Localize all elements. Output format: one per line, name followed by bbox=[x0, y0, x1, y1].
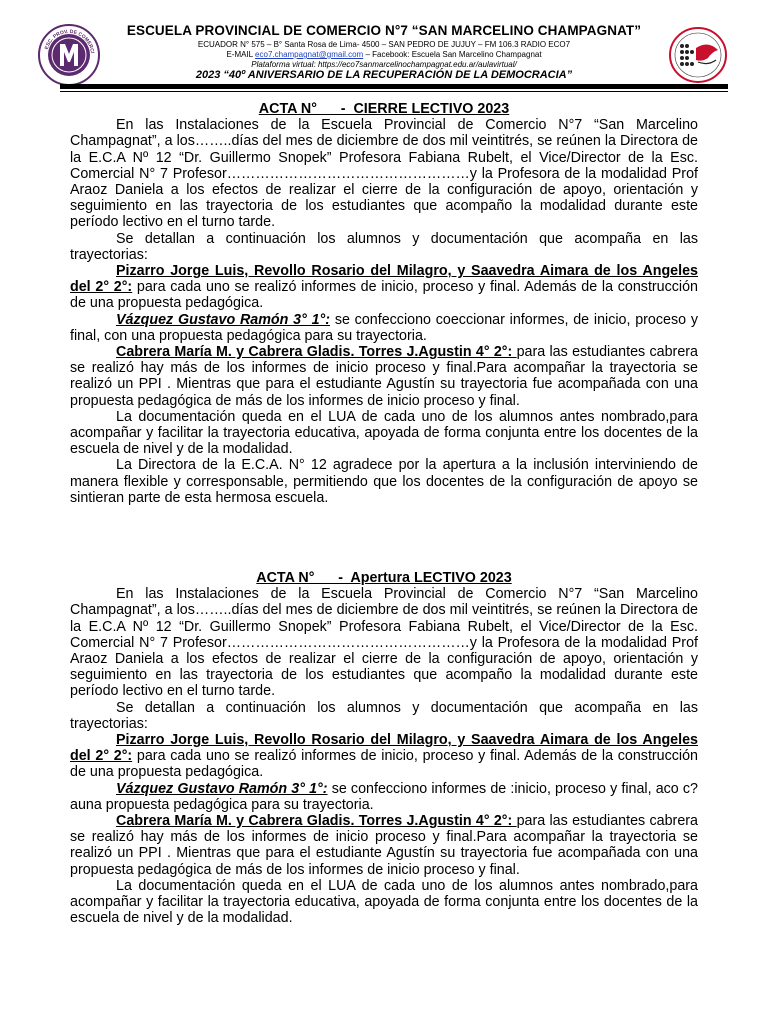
school-seal-logo bbox=[38, 24, 100, 86]
eca-logo bbox=[668, 26, 728, 84]
acta-apertura-title: ACTA N° - Apertura LECTIVO 2023 bbox=[256, 570, 512, 586]
paragraph-meeting: En las Instalaciones de la Escuela Provincial de Comercio N°7 “San Marcelino Champagnat”, a los……..días del mes de diciembre de dos mil veintitrés, se reúnen la Directora de la E.C.A Nº 12 “Dr. Guillermo Snopek” Profesora Fabiana Rubelt, el Vice/Director de la Esc. Comercial N° 7 Profesor……………………………………………y la Profesora de la modalidad Prof Araoz Daniela a los efectos de realizar el cierre de la configuración de apoyo, orientación y seguimiento en las trayectoria de los estudiantes que acompaño la modalidad durante este período lectivo en el turno tarde. bbox=[70, 586, 698, 700]
facebook-text: – Facebook: Escuela San Marcelino Champagnat bbox=[363, 50, 542, 59]
seal-arc-text: ESC. PROV. DE COMERCI bbox=[43, 28, 95, 54]
paragraph-students-2-2 bbox=[70, 263, 698, 312]
paragraph-student-3-1 bbox=[70, 312, 698, 344]
students-2-2-names: Pizarro Jorge Luis, Revollo Rosario del Milagro, y Saavedra Aimara de los Angeles del 2° 2°: bbox=[70, 732, 698, 765]
acta-apertura-section bbox=[70, 570, 698, 926]
student-3-1-name: Vázquez Gustavo Ramón 3° 1°: bbox=[116, 780, 328, 797]
paragraph-documentation: La documentación queda en el LUA de cada uno de los alumnos antes nombrado,para acompañar y facilitar la trayectoria educativa, apoyada de forma conjunta entre los docentes de la escuela de nivel y de la modalidad. bbox=[70, 877, 698, 927]
paragraph-students-4-2 bbox=[70, 344, 698, 409]
school-name: ESCUELA PROVINCIAL DE COMERCIO N°7 “SAN MARCELINO CHAMPAGNAT” bbox=[126, 23, 642, 38]
header-divider-thin bbox=[60, 91, 728, 92]
contact-line bbox=[104, 50, 664, 59]
paragraph-meeting: En las Instalaciones de la Escuela Provincial de Comercio N°7 “San Marcelino Champagnat”, a los……..días del mes de diciembre de dos mil veintitrés, se reúnen la Directora de la E.C.A Nº 12 “Dr. Guillermo Snopek” Profesora Fabiana Rubelt, el Vice/Director de la Esc. Comercial N° 7 Profesor……………………………………………y la Profesora de la modalidad Prof Araoz Daniela a los efectos de realizar el cierre de la configuración de apoyo, orientación y seguimiento en las trayectoria de los estudiantes que acompaño la modalidad durante este período lectivo en el turno tarde. bbox=[70, 117, 698, 231]
email-link[interactable]: eco7.champagnat@gmail.com bbox=[255, 50, 364, 59]
students-4-2-names: Cabrera María M. y Cabrera Gladis. Torres J.Agustin 4° 2°: bbox=[116, 813, 517, 830]
paragraph-thanks: La Directora de la E.C.A. N° 12 agradece por la apertura a la inclusión interviniendo de manera flexible y corresponsable, permitiendo que los docentes de la configuración de apoyo se sintieran parte de esta hermosa escuela. bbox=[70, 457, 698, 506]
virtual-platform: Plataforma virtual: https://eco7sanmarcelinochampagnat.edu.ar/aulavirtual/ bbox=[251, 60, 517, 69]
students-2-2-names: Pizarro Jorge Luis, Revollo Rosario del Milagro, y Saavedra Aimara de los Angeles del 2° 2°: bbox=[70, 263, 698, 296]
paragraph-intro-students: Se detallan a continuación los alumnos y documentación que acompaña en las trayectorias: bbox=[70, 230, 698, 263]
students-2-2-text: para cada uno se realizó informes de inicio, proceso y final. Además de la construcción de una propuesta pedagógica. bbox=[70, 279, 699, 312]
students-4-2-names: Cabrera María M. y Cabrera Gladis. Torres J.Agustin 4° 2°: bbox=[116, 344, 517, 361]
students-4-2-text: para las estudiantes cabrera se realizó hay más de los informes de inicio proceso y final.Para acompañar la trayectoria se realizó un PPI . Mientras que para el estudiante Agustín su trayectoria fue acompañada con una propuesta pedagógica de más de los informes de inicio proceso y final. bbox=[70, 344, 698, 409]
acta-cierre-section bbox=[70, 101, 698, 506]
email-prefix: E-MAIL bbox=[226, 50, 256, 59]
school-address: ECUADOR N° 575 – B° Santa Rosa de Lima- 4500 – SAN PEDRO DE JUJUY – FM 106.3 RADIO ECO7 bbox=[197, 40, 571, 49]
student-3-1-text: se confecciono informes de :inicio, proceso y final, aco c?auna propuesta pedagógica para su trayectoria. bbox=[70, 780, 698, 813]
header-divider-thick bbox=[60, 84, 728, 89]
paragraph-documentation: La documentación queda en el LUA de cada uno de los alumnos antes nombrado,para acompañar y facilitar la trayectoria educativa, apoyada de forma conjunta entre los docentes de la escuela de nivel y de la modalidad. bbox=[70, 408, 698, 458]
paragraph-students-2-2 bbox=[70, 732, 698, 781]
anniversary-motto: 2023 “40º ANIVERSARIO DE LA RECUPERACIÓN DE LA DEMOCRACIA” bbox=[195, 69, 573, 81]
student-3-1-text: se confecciono coeccionar informes, de inicio, proceso y final, con una propuesta pedagógica para su trayectoria. bbox=[70, 311, 698, 344]
student-3-1-name: Vázquez Gustavo Ramón 3° 1°: bbox=[116, 311, 331, 328]
paragraph-students-4-2 bbox=[70, 813, 698, 878]
acta-cierre-title: ACTA N° - CIERRE LECTIVO 2023 bbox=[258, 101, 510, 117]
paragraph-student-3-1 bbox=[70, 781, 698, 813]
students-2-2-text: para cada uno se realizó informes de inicio, proceso y final. Además de la construcción de una propuesta pedagógica. bbox=[70, 748, 699, 781]
students-4-2-text: para las estudiantes cabrera se realizó hay más de los informes de inicio proceso y final.Para acompañar la trayectoria se realizó un PPI . Mientras que para el estudiante Agustín su trayectoria fue acompañada con una propuesta pedagógica de más de los informes de inicio proceso y final. bbox=[70, 813, 698, 878]
paragraph-intro-students: Se detallan a continuación los alumnos y documentación que acompaña en las trayectorias: bbox=[70, 699, 698, 732]
